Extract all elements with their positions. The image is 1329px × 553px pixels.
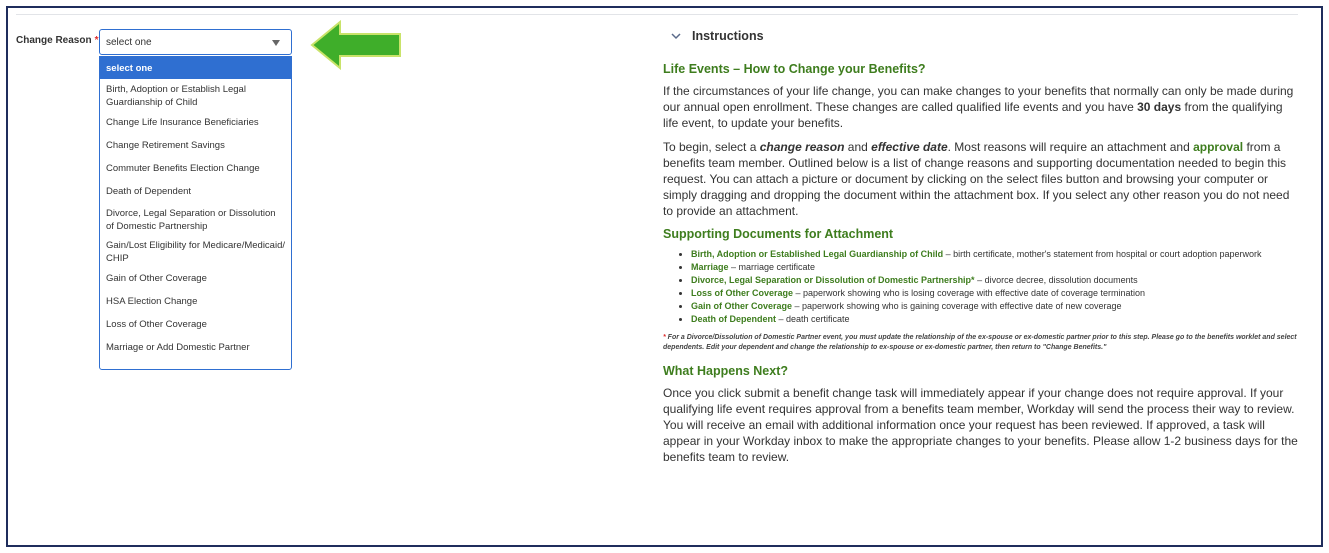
top-divider [16, 14, 1298, 15]
list-item [691, 274, 1298, 287]
begin-text-d: from a benefits team member. Outlined below is a list of change reasons and supporting documentation needed to begin this request. You can attach a picture or document by clicking on the select files button and browsing your computer or simply dragging and dropping the document within the attachment box. If you select any other reason you do not need to provide an attachment. [663, 140, 1290, 218]
change-reason-select[interactable] [99, 29, 292, 55]
caret-down-icon[interactable] [272, 40, 280, 46]
list-item [691, 300, 1298, 313]
bullet-term: Birth, Adoption or Established Legal Guardianship of Child [691, 249, 944, 259]
what-happens-heading: What Happens Next? [663, 364, 789, 378]
what-happens-paragraph: Once you click submit a benefit change task will immediately appear if your change does not require approval. If your qualifying life event requires approval from a benefits team member, Workday will send the process their way to review. You will receive an email with additional information once your request has been reviewed. If approved, a task will appear in your Workday inbox to make the appropriate changes to your benefits. Please allow 1-2 business days for the benefits team to review. [663, 386, 1298, 464]
note-star: * [663, 334, 666, 341]
supporting-docs-heading: Supporting Documents for Attachment [663, 227, 894, 241]
bullet-desc: – marriage certificate [728, 262, 816, 272]
change-reason-label-text: Change Reason [16, 35, 92, 46]
option-hsa-election[interactable]: HSA Election Change [106, 296, 198, 307]
option-divorce[interactable]: Divorce, Legal Separation or Dissolution of Domestic Partnership [106, 207, 276, 232]
green-arrow-icon [310, 20, 402, 70]
bullet-desc: – birth certificate, mother's statement from hospital or court adoption paperwork [943, 249, 1262, 259]
begin-text-b: and [844, 140, 872, 154]
option-gain-coverage[interactable]: Gain of Other Coverage [106, 273, 207, 284]
bullet-term: Gain of Other Coverage [691, 301, 793, 311]
list-item [691, 313, 1298, 326]
list-item [691, 261, 1298, 274]
begin-text-c: . Most reasons will require an attachment and [947, 140, 1194, 154]
bullet-term: Loss of Other Coverage [691, 288, 794, 298]
bullet-desc: – divorce decree, dissolution documents [974, 275, 1138, 285]
option-select-one[interactable]: select one [100, 57, 291, 79]
option-change-retirement[interactable]: Change Retirement Savings [106, 140, 225, 151]
intro-text-a: If the circumstances of your life change, you can make changes to your benefits that normally can only be made during our annual open enrollment. These changes are called qualified life events and you have [663, 84, 1294, 114]
effective-date-em: effective date [871, 140, 948, 154]
select-value: select one [106, 37, 152, 48]
option-change-life-insurance[interactable]: Change Life Insurance Beneficiaries [106, 117, 259, 128]
thirty-days-text: 30 days [1137, 100, 1182, 114]
option-death-of-dependent[interactable]: Death of Dependent [106, 186, 192, 197]
begin-text-a: To begin, select a [663, 140, 760, 154]
bullet-desc: – death certificate [776, 314, 850, 324]
change-reason-label [16, 35, 98, 46]
list-item [691, 248, 1298, 261]
change-reason-dropdown [99, 56, 292, 370]
divorce-note [663, 333, 1298, 353]
begin-paragraph [663, 139, 1298, 219]
intro-text-b: from the qualifying life event, to update your benefits. [663, 100, 1283, 130]
option-loss-coverage[interactable]: Loss of Other Coverage [106, 319, 207, 330]
note-text: For a Divorce/Dissolution of Domestic Partner event, you must update the relationship of the ex-spouse or ex-domestic partner prior to this step. Please go to the benefits worklet and select dependents. Edit your dependent and change the relationship to ex-spouse or ex-domestic partner, then return to "Change Benefits." [663, 334, 1297, 351]
approval-text: approval [1193, 140, 1244, 154]
supporting-docs-list [663, 248, 1298, 326]
option-birth-adoption[interactable]: Birth, Adoption or Establish Legal Guardianship of Child [106, 83, 246, 108]
bullet-term: Divorce, Legal Separation or Dissolution of Domestic Partnership* [691, 275, 975, 285]
bullet-desc: – paperwork showing who is losing coverage with effective date of coverage termination [793, 288, 1146, 298]
bullet-desc: – paperwork showing who is gaining coverage with effective date of new coverage [792, 301, 1122, 311]
list-item [691, 287, 1298, 300]
option-commuter-benefits[interactable]: Commuter Benefits Election Change [106, 163, 260, 174]
bullet-term: Marriage [691, 262, 729, 272]
instructions-toggle[interactable] [670, 29, 764, 43]
required-mark: * [94, 35, 99, 46]
option-medicare-eligibility[interactable]: Gain/Lost Eligibility for Medicare/Medicaid/CHIP [106, 239, 285, 264]
intro-paragraph [663, 83, 1298, 131]
life-events-heading: Life Events – How to Change your Benefits? [663, 62, 926, 76]
bullet-term: Death of Dependent [691, 314, 777, 324]
change-reason-em: change reason [759, 140, 845, 154]
chevron-down-icon[interactable] [670, 30, 682, 42]
instructions-title: Instructions [692, 29, 764, 43]
instructions-body [663, 62, 1298, 473]
option-marriage[interactable]: Marriage or Add Domestic Partner [106, 342, 250, 353]
